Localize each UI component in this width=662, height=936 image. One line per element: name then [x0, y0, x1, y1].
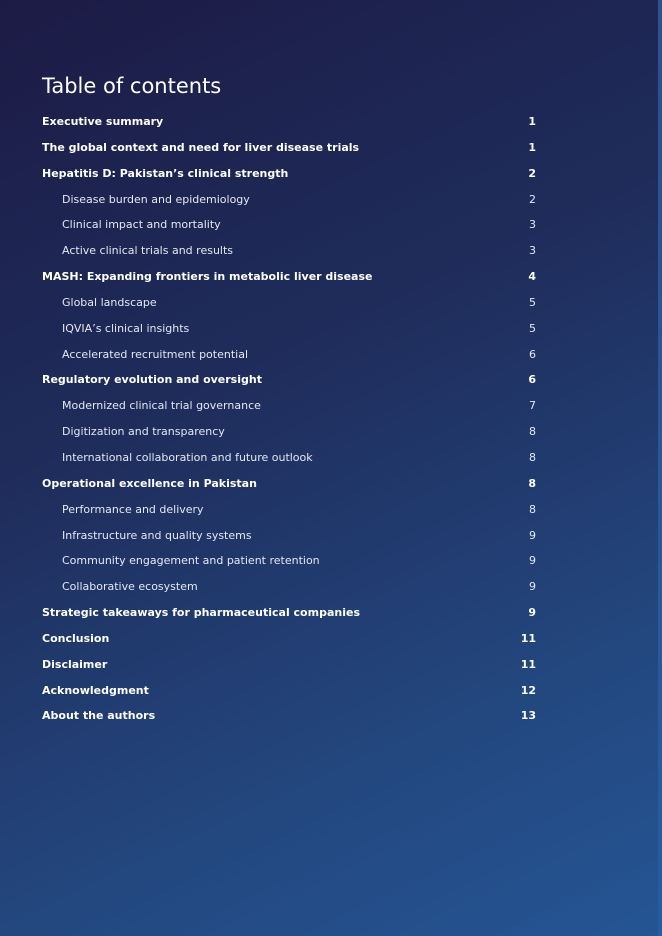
- toc-subsection-entry[interactable]: [42, 447, 536, 473]
- toc-subsection-entry[interactable]: [42, 344, 536, 370]
- toc-subsection-entry[interactable]: [42, 189, 536, 215]
- toc-page-number: 3: [529, 218, 536, 232]
- toc-subsection-entry[interactable]: [42, 214, 536, 240]
- toc-subsection-entry[interactable]: [42, 550, 536, 576]
- toc-section-entry[interactable]: [42, 628, 536, 654]
- toc-subsection-entry[interactable]: [42, 576, 536, 602]
- toc-section-entry[interactable]: [42, 705, 536, 731]
- toc-entry-label: Disclaimer: [42, 657, 108, 671]
- page-title: Table of contents: [42, 74, 222, 99]
- toc-page-number: 6: [529, 347, 536, 361]
- toc-page-number: 11: [520, 657, 536, 671]
- toc-section-entry[interactable]: [42, 473, 536, 499]
- toc-entry-label: Disease burden and epidemiology: [62, 192, 250, 206]
- toc-section-entry[interactable]: [42, 163, 536, 189]
- toc-page-number: 13: [520, 709, 536, 723]
- toc-page-number: 12: [520, 683, 536, 697]
- toc-entry-label: Conclusion: [42, 631, 110, 645]
- toc-entry-label: Collaborative ecosystem: [62, 580, 198, 594]
- toc-page-number: 2: [529, 192, 536, 206]
- toc-page-number: 8: [529, 502, 536, 516]
- toc-entry-label: IQVIA’s clinical insights: [62, 321, 190, 335]
- toc-entry-label: Operational excellence in Pakistan: [42, 476, 257, 490]
- toc-page-number: 9: [528, 606, 536, 620]
- toc-subsection-entry[interactable]: [42, 499, 536, 525]
- toc-page-number: 6: [528, 373, 536, 387]
- toc-section-entry[interactable]: [42, 266, 536, 292]
- toc-page-number: 3: [529, 244, 536, 258]
- toc-subsection-entry[interactable]: [42, 318, 536, 344]
- toc-page-number: 8: [529, 425, 536, 439]
- toc-subsection-entry[interactable]: [42, 240, 536, 266]
- toc-page-number: 11: [520, 631, 536, 645]
- toc-subsection-entry[interactable]: [42, 525, 536, 551]
- toc-entry-label: MASH: Expanding frontiers in metabolic liver disease: [42, 270, 373, 284]
- toc-entry-label: Modernized clinical trial governance: [62, 399, 261, 413]
- toc-section-entry[interactable]: [42, 680, 536, 706]
- toc-entry-label: Clinical impact and mortality: [62, 218, 221, 232]
- toc-page-number: 4: [528, 270, 536, 284]
- toc-subsection-entry[interactable]: [42, 395, 536, 421]
- toc-section-entry[interactable]: [42, 111, 536, 137]
- toc-entry-label: Accelerated recruitment potential: [62, 347, 248, 361]
- toc-entry-label: About the authors: [42, 709, 156, 723]
- toc-section-entry[interactable]: [42, 369, 536, 395]
- toc-page-number: 9: [529, 554, 536, 568]
- toc-entry-label: Active clinical trials and results: [62, 244, 234, 258]
- page-edge-decoration: [658, 0, 662, 936]
- toc-section-entry[interactable]: [42, 137, 536, 163]
- toc-page-number: 9: [529, 528, 536, 542]
- toc-page-number: 8: [529, 450, 536, 464]
- toc-page-number: 9: [529, 580, 536, 594]
- toc-entry-label: International collaboration and future outlook: [62, 450, 313, 464]
- table-of-contents: [42, 111, 536, 731]
- toc-entry-label: Hepatitis D: Pakistan’s clinical strength: [42, 166, 289, 180]
- toc-page-number: 8: [528, 476, 536, 490]
- toc-entry-label: Digitization and transparency: [62, 425, 225, 439]
- toc-entry-label: Acknowledgment: [42, 683, 149, 697]
- toc-entry-label: Strategic takeaways for pharmaceutical companies: [42, 606, 360, 620]
- toc-entry-label: Global landscape: [62, 295, 157, 309]
- toc-page-number: 7: [529, 399, 536, 413]
- toc-subsection-entry[interactable]: [42, 421, 536, 447]
- toc-page-number: 1: [528, 140, 536, 154]
- toc-subsection-entry[interactable]: [42, 292, 536, 318]
- toc-section-entry[interactable]: [42, 654, 536, 680]
- toc-entry-label: The global context and need for liver disease trials: [42, 140, 360, 154]
- toc-page-number: 5: [529, 295, 536, 309]
- toc-entry-label: Executive summary: [42, 115, 164, 128]
- toc-page-number: 5: [529, 321, 536, 335]
- toc-entry-label: Regulatory evolution and oversight: [42, 373, 262, 387]
- toc-page-number: 2: [528, 166, 536, 180]
- toc-entry-label: Infrastructure and quality systems: [62, 528, 252, 542]
- toc-entry-label: Performance and delivery: [62, 502, 204, 516]
- toc-section-entry[interactable]: [42, 602, 536, 628]
- toc-page-number: 1: [528, 115, 536, 128]
- toc-entry-label: Community engagement and patient retention: [62, 554, 320, 568]
